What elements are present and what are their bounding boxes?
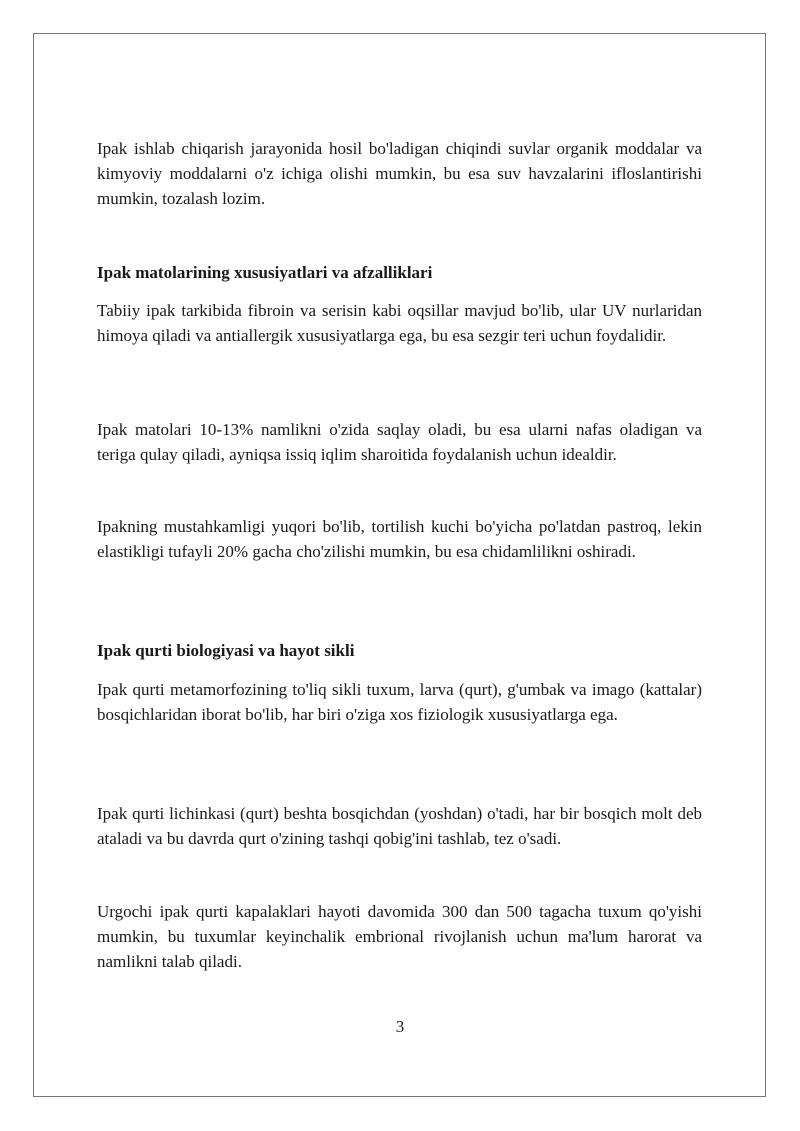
paragraph-strength: Ipakning mustahkamligi yuqori bo'lib, tortilish kuchi bo'yicha po'latdan pastroq, lekin elastikligi tufayli 20% gacha cho'zilishi mumkin, bu esa chidamlilikni oshiradi.	[97, 517, 702, 561]
section-heading-fabric-properties: Ipak matolarining xususiyatlari va afzalliklari	[97, 263, 433, 282]
paragraph-larva-stages: Ipak qurti lichinkasi (qurt) beshta bosqichdan (yoshdan) o'tadi, har bir bosqich molt deb ataladi va bu davrda qurt o'zining tashqi qobig'ini tashlab, tez o'sadi.	[97, 804, 702, 848]
paragraph-wastewater: Ipak ishlab chiqarish jarayonida hosil bo'ladigan chiqindi suvlar organik moddalar va kimyoviy moddalarni o'z ichiga olishi mumkin, bu esa suv havzalarini ifloslantirishi mumkin, tozalash lozim.	[97, 139, 702, 208]
page-number: 3	[395, 1017, 405, 1036]
paragraph-moisture: Ipak matolari 10-13% namlikni o'zida saqlay oladi, bu esa ularni nafas oladigan va teriga qulay qiladi, ayniqsa issiq iqlim sharoitida foydalanish uchun idealdir.	[97, 420, 702, 464]
paragraph-egg-laying: Urgochi ipak qurti kapalaklari hayoti davomida 300 dan 500 tagacha tuxum qo'yishi mumkin, bu tuxumlar keyinchalik embrional rivojlanish uchun ma'lum harorat va namlikni talab qiladi.	[97, 902, 702, 971]
paragraph-fibroin-sericin: Tabiiy ipak tarkibida fibroin va serisin kabi oqsillar mavjud bo'lib, ular UV nurlaridan himoya qiladi va antiallergik xususiyatlarga ega, bu esa sezgir teri uchun foydalidir.	[97, 301, 702, 345]
section-heading-silkworm-biology: Ipak qurti biologiyasi va hayot sikli	[97, 641, 355, 660]
paragraph-metamorphosis: Ipak qurti metamorfozining to'liq sikli tuxum, larva (qurt), g'umbak va imago (kattalar) bosqichlaridan iborat bo'lib, har biri o'ziga xos fiziologik xususiyatlarga ega.	[97, 680, 702, 724]
